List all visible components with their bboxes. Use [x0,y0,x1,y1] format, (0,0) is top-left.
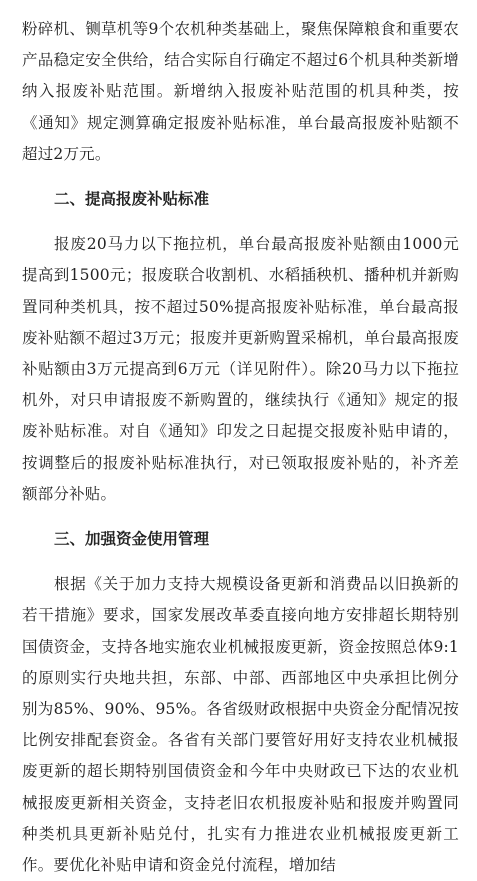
section-heading-3: 三、加强资金使用管理 [54,530,210,549]
paragraph-intro: 粉碎机、铡草机等9个农机种类基础上，聚焦保障粮食和重要农产品稳定安全供给，结合实际自行确定不超过6个机具种类新增纳入报废补贴范围。新增纳入报废补贴范围的机具种类，按《通知》规定测算确定报废补贴标准，单台最高报废补贴额不超过2万元。 [22,20,459,163]
paragraph-subsidy-standards: 报废20马力以下拖拉机，单台最高报废补贴额由1000元提高到1500元；报废联合收割机、水稻插秧机、播种机并新购置同种类机具，按不超过50%提高报废补贴标准，单台最高报废补贴额不超过3万元；报废并更新购置采棉机，单台最高报废补贴额由3万元提高到6万元（详见附件）。除20马力以下拖拉机外，对只申请报废不新购置的，继续执行《通知》规定的报废补贴标准。对自《通知》印发之日起提交报废补贴申请的，按调整后的报废补贴标准执行，对已领取报废补贴的，补齐差额部分补贴。 [22,235,459,503]
section-heading-2: 二、提高报废补贴标准 [54,190,210,209]
paragraph-fund-management: 根据《关于加力支持大规模设备更新和消费品以旧换新的若干措施》要求，国家发展改革委直接向地方安排超长期特别国债资金，支持各地实施农业机械报废更新，资金按照总体9:1的原则实行央地共担，东部、中部、西部地区中央承担比例分别为85%、90%、95%。各省级财政根据中央资金分配情况按比例安排配套资金。各省有关部门要管好用好支持农业机械报废更新的超长期特别国债资金和今年中央财政已下达的农业机械报废更新相关资金，支持老旧农机报废补贴和报废并购置同种类机具更新补贴兑付，扎实有力推进农业机械报废更新工作。要优化补贴申请和资金兑付流程，增加结 [22,575,459,875]
